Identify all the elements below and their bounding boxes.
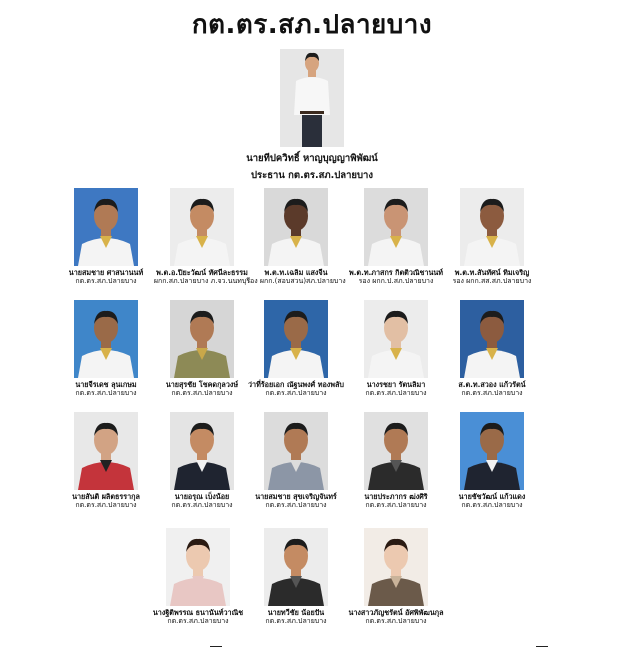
chairman-position: ประธาน กต.ตร.สภ.ปลายบาง [250,170,373,181]
chairman-card [212,49,412,183]
member-position: กต.ตร.สภ.ปลายบาง [75,389,137,397]
bottom-mark-left [210,646,222,647]
member-card [442,300,542,398]
member-position: กต.ตร.สภ.ปลายบาง [365,389,427,397]
member-photo [74,188,138,266]
chairman-name: นายทีปควิทธิ์ หาญบุญญาพิพัฒน์ [246,153,378,164]
member-name: นายสมชาย ศาสนานนท์ [68,268,144,277]
member-name: นางสาวภัญชรัตน์ อัศพิพัฒนกุล [348,608,444,617]
member-position: รอง ผกก.(สอบสวน)สภ.ปลายบาง [246,277,346,285]
member-card [442,412,542,510]
member-card [246,188,346,286]
member-card [346,412,446,510]
member-card [346,528,446,626]
member-photo [264,412,328,490]
member-name: ว่าที่ร้อยเอก ณัฐนพงศ์ ทองพลับ [248,380,344,389]
member-card [56,300,156,398]
member-name: พ.ต.อ.ปิยะวัฒน์ ทัศนีละธรรม [156,268,248,277]
member-photo [74,412,138,490]
member-name: นายชัชวัฒน์ แก้วแดง [458,492,526,501]
member-position: กต.ตร.สภ.ปลายบาง [461,501,523,509]
member-name: พ.ต.ท.เฉลิม แสงจีน [264,268,328,277]
member-name: นางฐิติพรรณ ธนานันท์วาณิช [152,608,244,617]
member-photo [364,300,428,378]
member-name: นางรชยา รัตนลิมา [366,380,426,389]
member-photo [170,188,234,266]
member-card [56,412,156,510]
member-card [152,188,252,286]
member-position: กต.ตร.สภ.ปลายบาง [265,389,327,397]
member-position: กต.ตร.สภ.ปลายบาง [365,501,427,509]
member-photo [364,528,428,606]
member-position: กต.ตร.สภ.ปลายบาง [75,277,137,285]
member-name: นายอรุณ เบ็งน้อย [174,492,230,501]
member-card [152,412,252,510]
member-name: นายประภากร ฒ่งศิริ [364,492,428,501]
member-photo [364,188,428,266]
member-card [148,528,248,626]
member-card [346,188,446,286]
member-position: กต.ตร.สภ.ปลายบาง [75,501,137,509]
member-position: กต.ตร.สภ.ปลายบาง [171,501,233,509]
member-photo [364,412,428,490]
member-photo [264,300,328,378]
member-card [442,188,542,286]
member-name: พ.ต.ท.ภาสกร กิตติวณิชานนท์ [348,268,444,277]
member-position: กต.ตร.สภ.ปลายบาง [461,389,523,397]
member-photo [264,528,328,606]
member-photo [460,300,524,378]
member-name: พ.ต.ท.สันทัศน์ ทิมเจริญ [454,268,530,277]
chairman-photo [280,49,344,147]
member-card [246,528,346,626]
member-position: รอง ผกก.สส.สภ.ปลายบาง [452,277,532,285]
member-position: กต.ตร.สภ.ปลายบาง [167,617,229,625]
member-name: นายทวีชัย น้อยปัน [267,608,325,617]
member-position: รอง ผกก.ป.สภ.ปลายบาง [358,277,434,285]
member-position: กต.ตร.สภ.ปลายบาง [265,501,327,509]
member-name: นายสมชาย สุขเจริญจันทร์ [255,492,337,501]
member-photo [264,188,328,266]
member-photo [170,412,234,490]
member-photo [460,188,524,266]
member-position: กต.ตร.สภ.ปลายบาง [365,617,427,625]
member-card [246,412,346,510]
member-name: นายจีรเดช ลุนเกษม [75,380,137,389]
member-position: กต.ตร.สภ.ปลายบาง [265,617,327,625]
member-position: ผกก.สภ.ปลายบาง ภ.จว.นนทบุรี [153,277,251,285]
page-title: กต.ตร.สภ.ปลายบาง [191,10,433,40]
member-name: ส.ต.ท.สวอง แก้วรัตน์ [458,380,526,389]
member-photo [460,412,524,490]
member-position: กต.ตร.สภ.ปลายบาง [171,389,233,397]
member-card [152,300,252,398]
member-name: นายสันติ ผลิตธรรากุล [72,492,140,501]
bottom-mark-right [536,646,548,647]
member-card [346,300,446,398]
member-name: นายสุรชัย โชคดกุลวงษ์ [165,380,239,389]
member-photo [74,300,138,378]
member-card [246,300,346,398]
member-photo [170,300,234,378]
member-photo [166,528,230,606]
member-card [56,188,156,286]
